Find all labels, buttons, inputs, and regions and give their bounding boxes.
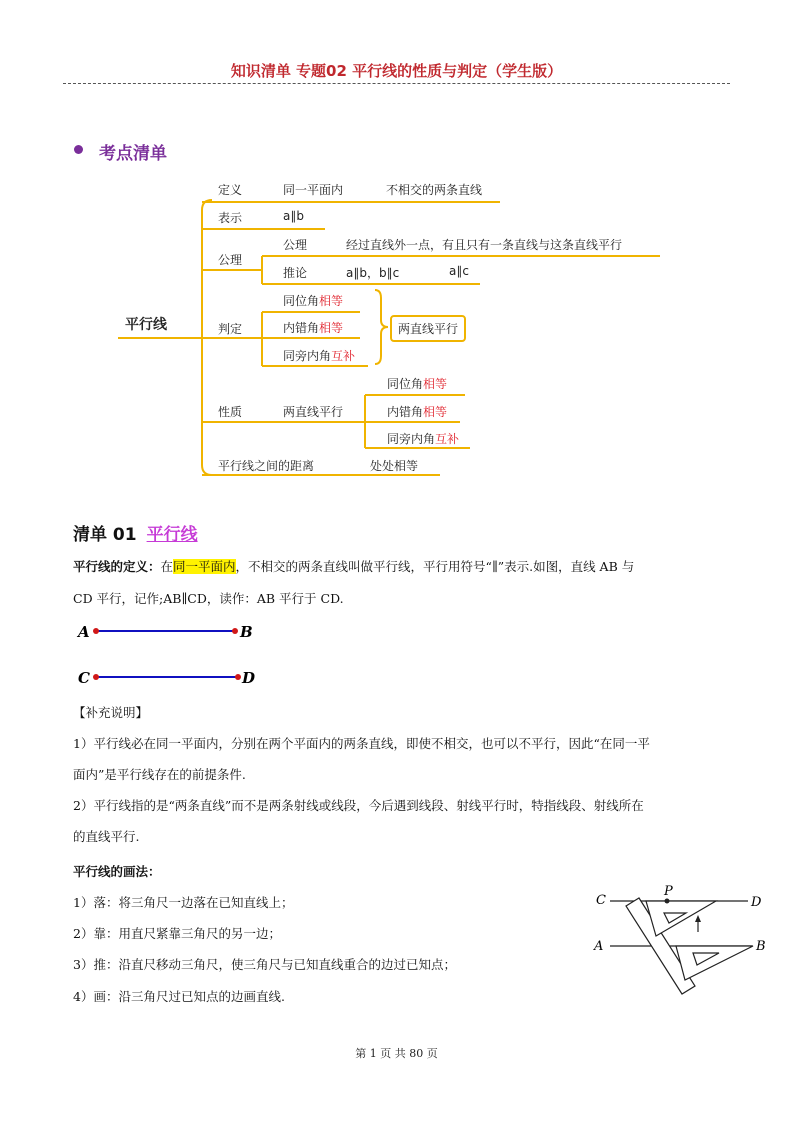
- mindmap-root: 平行线: [125, 317, 167, 333]
- section-name: 平行线: [146, 525, 198, 545]
- definition-line-2: CD 平行，记作;AB∥CD，读作：AB 平行于 CD.: [73, 591, 344, 606]
- point-b: [232, 628, 238, 634]
- prop-condition: 两直线平行: [283, 405, 344, 419]
- section-prefix: 清单 01: [73, 525, 137, 545]
- supplement-title: 【补充说明】: [73, 705, 149, 720]
- point-c: [93, 674, 99, 680]
- axiom-label: 公理: [218, 253, 243, 267]
- prop-item-3: 同旁内角互补: [387, 432, 460, 446]
- judge-brace: [375, 290, 388, 364]
- def-value-2: 不相交的两条直线: [386, 183, 483, 197]
- judge-item-2: 内错角相等: [283, 321, 344, 335]
- prop-item-2: 内错角相等: [387, 405, 448, 419]
- notation-label: 表示: [218, 211, 243, 225]
- svg-text:D: D: [751, 895, 762, 910]
- point-p: [665, 899, 670, 904]
- supplement-p1a: 1）平行线必在同一平面内，分别在两个平面内的两条直线，即使不相交，也可以不平行，因此“在同一平: [73, 736, 650, 751]
- svg-text:C: C: [78, 669, 90, 687]
- axiom-sub2-value-1: a∥b，b∥c: [346, 266, 400, 280]
- drawing-step-1: 1）落：将三角尺一边落在已知直线上；: [73, 895, 294, 910]
- judge-result-box: 两直线平行: [390, 315, 466, 342]
- svg-text:B: B: [240, 623, 253, 641]
- def-label: 定义: [218, 183, 243, 197]
- point-a: [93, 628, 99, 634]
- svg-text:A: A: [594, 939, 604, 954]
- drawing-title: 平行线的画法：: [73, 864, 161, 879]
- axiom-sub2-value-2: a∥c: [449, 264, 469, 278]
- section-title: [73, 520, 198, 545]
- svg-text:A: A: [78, 623, 90, 641]
- judge-item-1: 同位角相等: [283, 294, 344, 308]
- definition-highlight: 同一平面内: [173, 559, 236, 574]
- page-footer: 第 1 页 共 80 页: [355, 1047, 438, 1060]
- drawing-step-4: 4）画：沿三角尺过已知点的边画直线.: [73, 989, 285, 1004]
- page-header-title: 知识清单 专题02 平行线的性质与判定（学生版）: [230, 62, 563, 80]
- svg-text:C: C: [596, 893, 606, 908]
- svg-text:D: D: [242, 669, 256, 687]
- axiom-sub1-label: 公理: [283, 238, 308, 252]
- svg-text:P: P: [664, 884, 673, 899]
- judge-item-3: 同旁内角互补: [283, 349, 356, 363]
- svg-text:B: B: [756, 939, 766, 954]
- distance-value: 处处相等: [370, 459, 419, 473]
- supplement-p2a: 2）平行线指的是“两条直线”而不是两条射线或线段，今后遇到线段、射线平行时，特指线段、射线所在: [73, 798, 644, 813]
- prop-label: 性质: [218, 405, 243, 419]
- axiom-sub1-value: 经过直线外一点，有且只有一条直线与这条直线平行: [346, 238, 623, 252]
- point-d: [235, 674, 241, 680]
- axiom-sub2-label: 推论: [283, 266, 308, 280]
- definition-line-1: 平行线的定义：在同一平面内，不相交的两条直线叫做平行线，平行用符号“∥”表示.如图，直线 AB 与: [73, 559, 635, 574]
- def-value-1: 同一平面内: [283, 183, 344, 197]
- supplement-p2b: 的直线平行.: [73, 829, 140, 844]
- parallel-lines-figure: [70, 618, 270, 690]
- drawing-step-2: 2）靠：用直尺紧靠三角尺的另一边；: [73, 926, 281, 941]
- drawing-step-3: 3）推：沿直尺移动三角尺，使三角尺与已知直线重合的边过已知点；: [73, 957, 456, 972]
- kaodian-title: 考点清单: [99, 144, 167, 164]
- set-square-figure: [588, 880, 773, 1005]
- prop-item-1: 同位角相等: [387, 377, 448, 391]
- supplement-p1b: 面内”是平行线存在的前提条件.: [73, 767, 246, 782]
- judge-label: 判定: [218, 322, 243, 336]
- notation-value: a∥b: [283, 209, 304, 223]
- distance-label: 平行线之间的距离: [218, 459, 315, 473]
